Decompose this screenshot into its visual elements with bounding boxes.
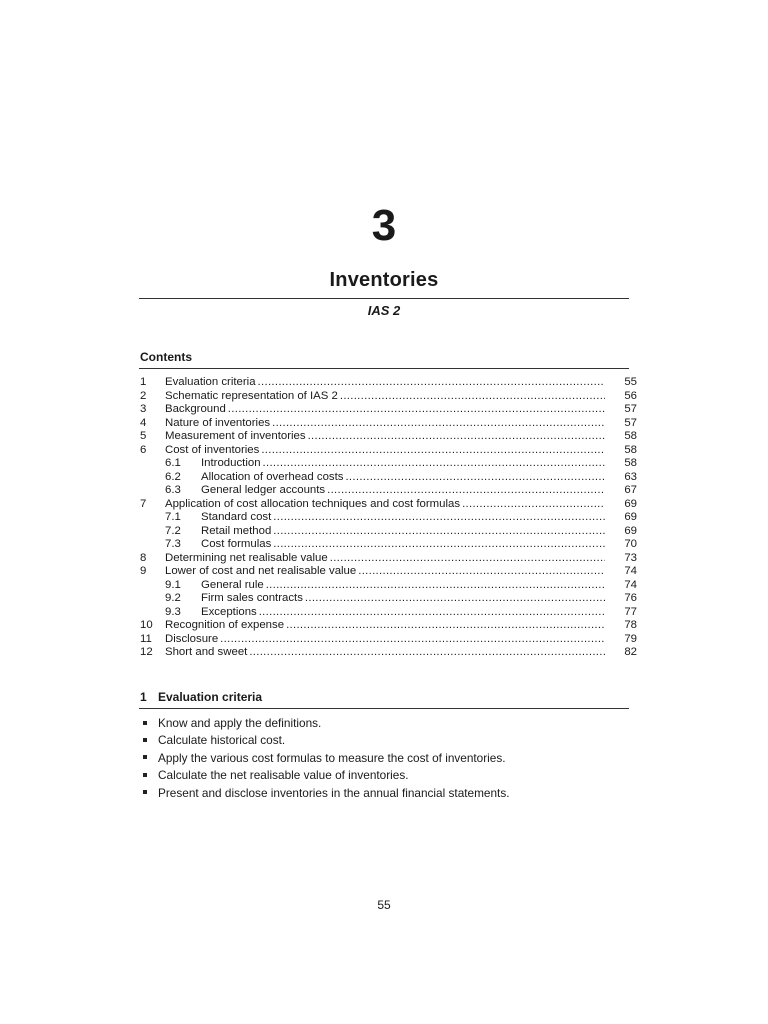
section-title: Evaluation criteria	[158, 690, 263, 704]
toc-leader-dots	[330, 552, 605, 566]
toc-leader-dots	[266, 579, 605, 593]
toc-entry-page: 69	[624, 524, 637, 537]
toc-entry-title: Exceptions	[201, 605, 257, 618]
list-item	[143, 750, 510, 767]
toc-entry-page: 76	[624, 592, 637, 604]
toc-entry-number: 11	[140, 632, 152, 645]
toc-leader-dots	[258, 376, 605, 390]
toc-leader-dots	[228, 403, 605, 417]
title-divider	[139, 298, 629, 299]
toc-leader-dots	[263, 457, 605, 471]
toc-entry-title: Retail method	[201, 524, 272, 537]
chapter-title: Inventories	[329, 269, 439, 291]
evaluation-criteria-list	[143, 715, 510, 802]
toc-leader-dots	[462, 498, 605, 512]
toc-entry-page: 73	[624, 551, 637, 564]
toc-entry-title: Schematic representation of IAS 2	[165, 389, 338, 402]
toc-entry	[140, 551, 637, 566]
toc-entry-page: 57	[624, 416, 637, 429]
toc-entry-number: 8	[140, 551, 147, 564]
toc-leader-dots	[261, 444, 605, 458]
section-divider	[139, 708, 629, 709]
toc-leader-dots	[220, 633, 605, 647]
toc-entry	[140, 511, 637, 525]
bullet-icon	[143, 755, 147, 759]
toc-leader-dots	[273, 511, 605, 525]
toc-entry-number: 1	[140, 376, 147, 388]
toc-entry-number: 6.3	[165, 484, 181, 496]
toc-entry	[140, 565, 637, 579]
list-item	[143, 785, 510, 802]
toc-entry-page: 77	[624, 605, 637, 618]
toc-entry-number: 7	[140, 497, 147, 510]
toc-leader-dots	[305, 592, 605, 606]
toc-entry-page: 74	[624, 578, 637, 591]
toc-entry-title: Application of cost allocation techniques and cost formulas	[165, 497, 461, 510]
toc-entry	[140, 484, 637, 498]
section-heading	[140, 689, 262, 705]
list-item	[143, 767, 510, 784]
toc-leader-dots	[286, 619, 605, 633]
toc-entry-page: 57	[624, 403, 637, 415]
toc-entry	[140, 524, 637, 539]
toc-entry-page: 67	[624, 484, 637, 496]
list-item	[143, 715, 510, 732]
toc-entry-page: 58	[624, 457, 637, 469]
toc-entry	[140, 578, 637, 593]
toc-entry-number: 10	[140, 619, 153, 631]
toc-entry-number: 7.1	[165, 511, 181, 523]
toc-entry-page: 69	[624, 511, 637, 523]
toc-entry	[140, 403, 637, 417]
toc-entry-title: Lower of cost and net realisable value	[165, 565, 357, 577]
toc-leader-dots	[273, 538, 605, 552]
toc-entry	[140, 416, 637, 431]
toc-entry	[140, 376, 637, 390]
toc-entry-title: Determining net realisable value	[165, 551, 328, 564]
toc-leader-dots	[327, 484, 605, 498]
bullet-icon	[143, 738, 147, 742]
toc-leader-dots	[259, 606, 605, 620]
toc-entry-number: 6.2	[165, 470, 181, 483]
toc-entry-number: 9.1	[165, 578, 181, 591]
toc-leader-dots	[249, 646, 605, 660]
toc-entry	[140, 389, 637, 404]
list-item-text: Apply the various cost formulas to measure the cost of inventories.	[158, 750, 506, 765]
toc-leader-dots	[273, 525, 605, 539]
toc-entry-page: 74	[624, 565, 637, 577]
toc-entry-number: 2	[140, 389, 147, 402]
bullet-icon	[143, 721, 147, 725]
toc-entry-title: Disclosure	[165, 632, 219, 645]
list-item-text: Calculate historical cost.	[158, 733, 286, 748]
toc-entry-title: Recognition of expense	[165, 619, 285, 631]
toc-leader-dots	[272, 417, 605, 431]
toc-entry-title: Short and sweet	[165, 646, 248, 658]
toc-entry-page: 79	[624, 632, 637, 645]
toc-entry-page: 78	[624, 619, 637, 631]
toc-entry-page: 55	[624, 376, 637, 388]
toc-entry	[140, 430, 637, 444]
toc-entry-page: 70	[624, 538, 637, 550]
toc-entry-number: 3	[140, 403, 147, 415]
toc-entry-page: 69	[624, 497, 637, 510]
bullet-icon	[143, 790, 147, 794]
standard-reference: IAS 2	[367, 303, 401, 318]
toc-entry-title: Nature of inventories	[165, 416, 271, 429]
bullet-icon	[143, 773, 147, 777]
toc-entry-title: Evaluation criteria	[165, 376, 256, 388]
toc-entry	[140, 632, 637, 647]
toc-entry	[140, 605, 637, 620]
toc-entry-page: 63	[624, 470, 637, 483]
page-number: 55	[377, 898, 391, 912]
toc-entry-page: 82	[624, 646, 637, 658]
toc-leader-dots	[340, 390, 605, 404]
toc-leader-dots	[345, 471, 605, 485]
toc-entry-page: 58	[624, 430, 637, 442]
toc-entry-number: 9.2	[165, 592, 181, 604]
toc-entry-number: 7.2	[165, 524, 181, 537]
toc-entry-number: 6.1	[165, 457, 181, 469]
toc-entry-number: 5	[140, 430, 147, 442]
toc-entry-title: Measurement of inventories	[165, 430, 306, 442]
toc-entry-number: 4	[140, 416, 147, 429]
toc-entry	[140, 619, 637, 633]
toc-entry-number: 7.3	[165, 538, 181, 550]
toc-leader-dots	[358, 565, 605, 579]
list-item-text: Know and apply the definitions.	[158, 716, 322, 730]
section-number: 1	[140, 690, 147, 704]
toc-entry	[140, 457, 637, 471]
toc-entry	[140, 592, 637, 606]
chapter-number: 3	[371, 201, 397, 250]
contents-heading: Contents	[140, 350, 192, 364]
toc-entry-title: Introduction	[201, 457, 261, 469]
toc-entry-page: 58	[624, 443, 637, 456]
toc-entry-title: Cost formulas	[201, 538, 272, 550]
contents-divider	[139, 368, 629, 369]
toc-entry-title: Cost of inventories	[165, 443, 260, 456]
toc-entry-page: 56	[624, 389, 637, 402]
toc-entry-title: General ledger accounts	[201, 484, 326, 496]
table-of-contents	[140, 376, 637, 660]
toc-entry	[140, 443, 637, 458]
list-item-text: Present and disclose inventories in the annual financial statements.	[158, 785, 510, 800]
toc-entry-title: Background	[165, 403, 226, 415]
toc-entry-number: 9	[140, 565, 147, 577]
toc-entry-title: General rule	[201, 578, 264, 591]
toc-entry	[140, 646, 637, 660]
toc-entry	[140, 538, 637, 552]
list-item-text: Calculate the net realisable value of inventories.	[158, 768, 409, 783]
toc-entry-title: Firm sales contracts	[201, 592, 303, 604]
toc-entry-title: Standard cost	[201, 511, 272, 523]
toc-entry-number: 12	[140, 646, 153, 658]
toc-entry	[140, 497, 637, 512]
toc-entry-number: 9.3	[165, 605, 181, 618]
toc-leader-dots	[308, 430, 605, 444]
toc-entry-number: 6	[140, 443, 147, 456]
toc-entry	[140, 470, 637, 485]
toc-entry-title: Allocation of overhead costs	[201, 470, 344, 483]
list-item	[143, 732, 510, 749]
